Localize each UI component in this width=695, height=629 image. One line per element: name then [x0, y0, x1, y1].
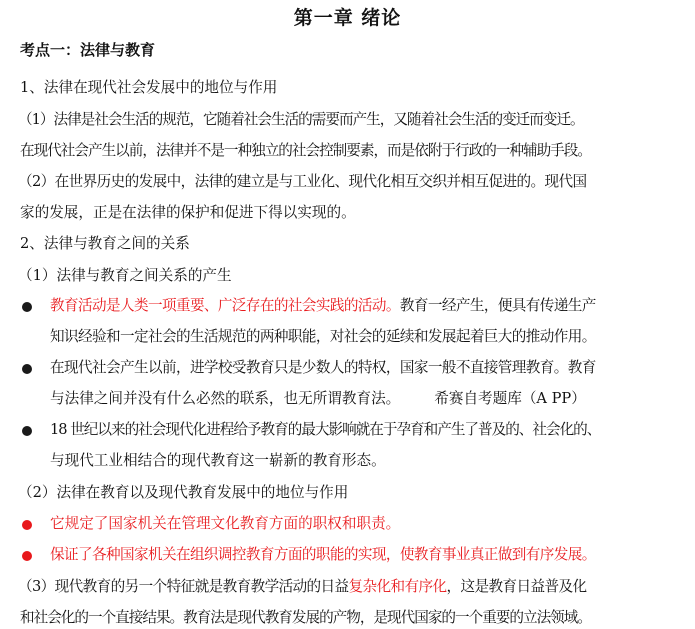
red-point-1: 它规定了国家机关在管理文化教育方面的职权和职责。 [50, 515, 401, 532]
paragraph-1-line-1: （1）法律是社会生活的规范，它随着社会生活的需要而产生，又随着社会生活的变迁而变迁。 [18, 111, 584, 128]
subsection-2-1-heading: （1）法律与教育之间关系的产生 [18, 267, 232, 284]
paragraph-1-line-2: 在现代社会产生以前，法律并不是一种独立的社会控制要素，而是依附于行政的一种辅助手段。 [20, 142, 591, 159]
watermark-text: 希赛自考题库（A PP） [434, 390, 586, 407]
point-heading: 考点一：法律与教育 [20, 41, 156, 59]
bullet-1-text: 教育一经产生，便具有传递生产 [399, 297, 596, 314]
bullet-3-line-1: 18 世纪以来的社会现代化进程给予教育的最大影响就在于孕育和产生了普及的、社会化的、 [50, 421, 601, 438]
subsection-2-3-text: （3）现代教育的另一个特征就是教育教学活动的日益 [18, 578, 349, 595]
bullet-2-line-2 [50, 389, 586, 409]
bullet-3-line-2: 与现代工业相结合的现代教育这一崭新的教育形态。 [50, 452, 386, 469]
subsection-2-2-heading: （2）法律在教育以及现代教育发展中的地位与作用 [18, 484, 349, 501]
bullet-2-text: 与法律之间并没有什么必然的联系，也无所谓教育法。 [50, 390, 401, 407]
subsection-2-3-line-1 [18, 577, 586, 597]
paragraph-2-line-1: （2）在世界历史的发展中，法律的建立是与工业化、现代化相互交织并相互促进的。现代国 [18, 173, 587, 190]
section-1-heading: 1、法律在现代社会发展中的地位与作用 [20, 79, 278, 96]
subsection-2-3-highlight: 复杂化和有序化 [348, 578, 447, 595]
subsection-2-3-text-end: ，这是教育日益普及化 [446, 578, 587, 595]
bullet-icon [22, 426, 32, 436]
bullet-1-line-2: 知识经验和一定社会的生活规范的两种职能，对社会的延续和发展起着巨大的推动作用。 [50, 328, 596, 345]
bullet-2-line-1: 在现代社会产生以前，进学校受教育只是少数人的特权，国家一般不直接管理教育。教育 [50, 359, 596, 376]
bullet-icon [22, 302, 32, 312]
paragraph-2-line-2: 家的发展，正是在法律的保护和促进下得以实现的。 [20, 204, 356, 221]
bullet-1-line-1 [50, 296, 596, 316]
bullet-icon [22, 520, 32, 530]
bullet-1-highlight: 教育活动是人类一项重要、广泛存在的社会实践的活动。 [50, 297, 400, 314]
subsection-2-3-line-2: 和社会化的一个直接结果。教育法是现代教育发展的产物，是现代国家的一个重要的立法领域。 [20, 609, 591, 626]
section-2-heading: 2、法律与教育之间的关系 [20, 235, 190, 252]
bullet-icon [22, 551, 32, 561]
red-point-2: 保证了各种国家机关在组织调控教育方面的职能的实现，使教育事业真正做到有序发展。 [50, 546, 596, 563]
chapter-title: 第一章 绪论 [293, 7, 402, 29]
bullet-icon [22, 364, 32, 374]
